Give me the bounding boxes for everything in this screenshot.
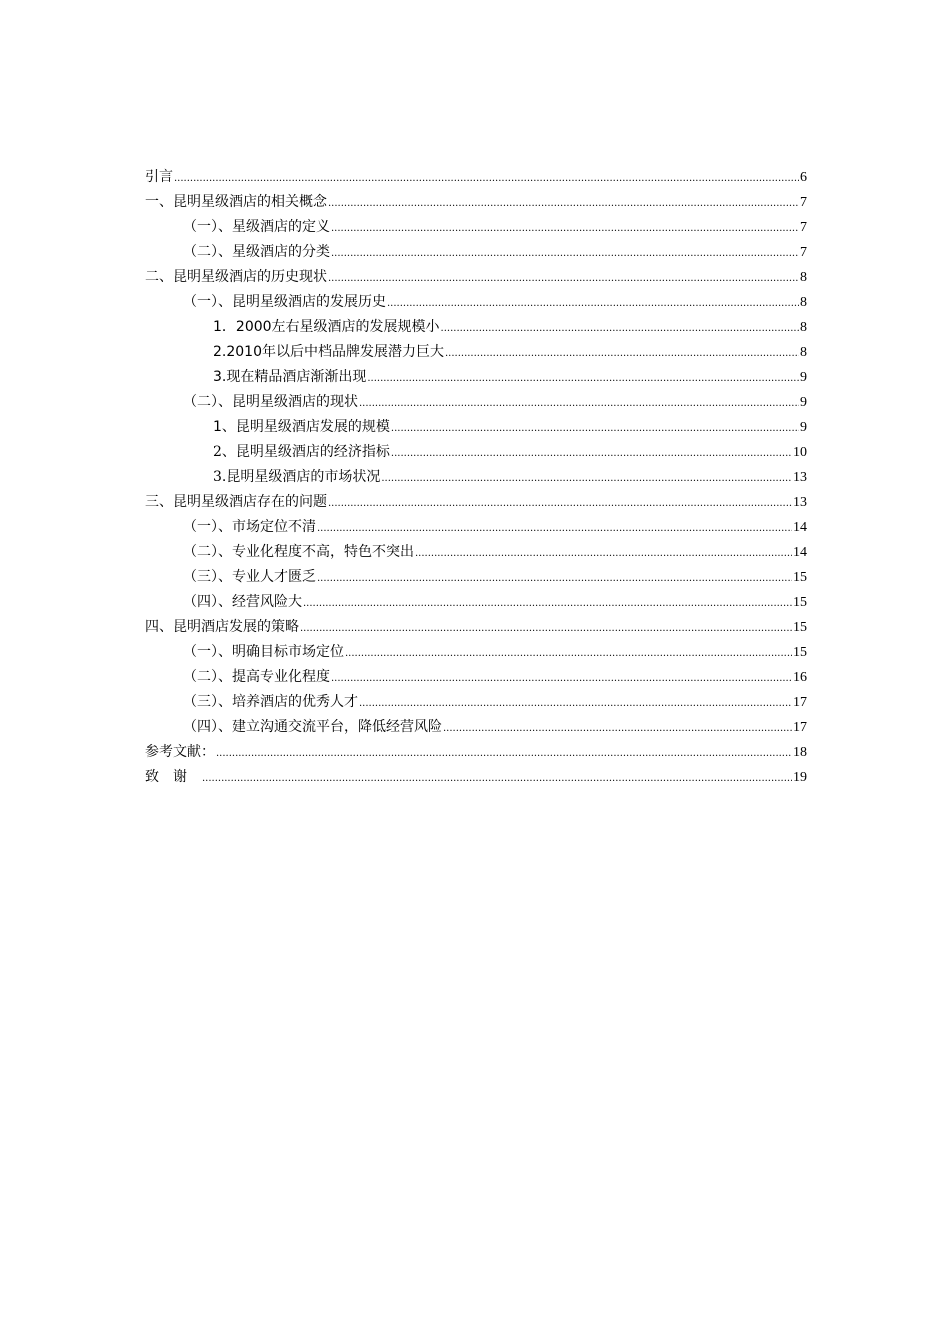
toc-entry-title: （一）、昆明星级酒店的发展历史 (183, 294, 386, 310)
toc-leader-dots (331, 666, 792, 691)
toc-page-number: 6 (800, 170, 807, 185)
toc-entry-title: （一）、明确目标市场定位 (183, 644, 344, 660)
toc-leader-dots (359, 391, 799, 416)
toc-entry-title: 1．2000左右星级酒店的发展规模小 (213, 319, 440, 335)
toc-entry-title: 参考文献： (145, 744, 215, 760)
toc-entry-chapter-4[interactable] (145, 615, 807, 640)
toc-leader-dots (359, 691, 792, 716)
toc-leader-dots (202, 766, 792, 791)
toc-entry-title: （四）、建立沟通交流平台，降低经营风险 (183, 719, 442, 735)
toc-entry-title: 1、昆明星级酒店发展的规模 (213, 419, 390, 435)
toc-page-number: 14 (793, 520, 807, 535)
table-of-contents (145, 165, 807, 790)
toc-entry-title: 三、昆明星级酒店存在的问题 (145, 494, 327, 510)
toc-page-number: 16 (793, 670, 807, 685)
toc-entry-title: （三）、培养酒店的优秀人才 (183, 694, 358, 710)
toc-leader-dots (443, 716, 792, 741)
toc-entry-section-2-2[interactable] (145, 390, 807, 415)
toc-entry-chapter-2[interactable] (145, 265, 807, 290)
toc-page-number: 18 (793, 745, 807, 760)
toc-page-number: 9 (800, 395, 807, 410)
toc-leader-dots (328, 266, 799, 291)
toc-leader-dots (317, 566, 792, 591)
toc-entry-subsection-2-1-1[interactable] (145, 315, 807, 340)
toc-leader-dots (300, 616, 792, 641)
toc-entry-title: 四、昆明酒店发展的策略 (145, 619, 299, 635)
toc-entry-section-3-3[interactable] (145, 565, 807, 590)
toc-entry-references[interactable] (145, 740, 807, 765)
toc-page-number: 15 (793, 570, 807, 585)
toc-entry-chapter-3[interactable] (145, 490, 807, 515)
toc-page-number: 15 (793, 595, 807, 610)
toc-entry-subsection-2-2-3[interactable] (145, 465, 807, 490)
toc-entry-section-1-1[interactable] (145, 215, 807, 240)
toc-page-number: 7 (800, 245, 807, 260)
toc-entry-title: 二、昆明星级酒店的历史现状 (145, 269, 327, 285)
toc-entry-title: 引言 (145, 169, 173, 185)
toc-entry-title: （三）、专业人才匮乏 (183, 569, 316, 585)
toc-entry-section-3-1[interactable] (145, 515, 807, 540)
toc-entry-title: （二）、昆明星级酒店的现状 (183, 394, 358, 410)
toc-entry-section-3-2[interactable] (145, 540, 807, 565)
toc-entry-title: （二）、提高专业化程度 (183, 669, 330, 685)
toc-leader-dots (391, 416, 799, 441)
toc-page-number: 17 (793, 695, 807, 710)
toc-entry-subsection-2-2-2[interactable] (145, 440, 807, 465)
toc-leader-dots (331, 241, 799, 266)
toc-page-number: 9 (800, 370, 807, 385)
toc-page-number: 19 (793, 770, 807, 785)
toc-leader-dots (331, 216, 799, 241)
toc-leader-dots (415, 541, 792, 566)
toc-leader-dots (328, 491, 792, 516)
toc-page-number: 10 (793, 445, 807, 460)
toc-leader-dots (174, 166, 799, 191)
toc-leader-dots (328, 191, 799, 216)
toc-leader-dots (317, 516, 792, 541)
toc-leader-dots (367, 366, 799, 391)
toc-entry-title: （四）、经营风险大 (183, 594, 302, 610)
toc-entry-section-4-4[interactable] (145, 715, 807, 740)
toc-page-number: 8 (800, 270, 807, 285)
toc-page-number: 13 (793, 495, 807, 510)
toc-entry-subsection-2-1-3[interactable] (145, 365, 807, 390)
toc-page-number: 17 (793, 720, 807, 735)
toc-page-number: 8 (800, 320, 807, 335)
toc-entry-title: 3.现在精品酒店渐渐出现 (213, 369, 367, 385)
toc-entry-title: （二）、星级酒店的分类 (183, 244, 330, 260)
toc-entry-acknowledgements[interactable] (145, 765, 807, 790)
toc-page-number: 7 (800, 220, 807, 235)
toc-page-number: 13 (793, 470, 807, 485)
toc-entry-title: （一）、星级酒店的定义 (183, 219, 330, 235)
toc-entry-title: 致谢 (145, 769, 201, 785)
toc-entry-subsection-2-1-2[interactable] (145, 340, 807, 365)
toc-page-number: 9 (800, 420, 807, 435)
toc-leader-dots (216, 741, 792, 766)
toc-leader-dots (445, 341, 799, 366)
toc-entry-title: 一、昆明星级酒店的相关概念 (145, 194, 327, 210)
toc-entry-title: 3.昆明星级酒店的市场状况 (213, 469, 381, 485)
toc-entry-title: 2、昆明星级酒店的经济指标 (213, 444, 390, 460)
toc-page-number: 7 (800, 195, 807, 210)
toc-entry-introduction[interactable] (145, 165, 807, 190)
toc-leader-dots (303, 591, 792, 616)
toc-leader-dots (391, 441, 792, 466)
toc-leader-dots (381, 466, 792, 491)
toc-entry-section-4-3[interactable] (145, 690, 807, 715)
toc-entry-section-4-2[interactable] (145, 665, 807, 690)
toc-entry-title: （二）、专业化程度不高，特色不突出 (183, 544, 414, 560)
toc-entry-chapter-1[interactable] (145, 190, 807, 215)
toc-entry-title: （一）、市场定位不清 (183, 519, 316, 535)
toc-page-number: 14 (793, 545, 807, 560)
toc-entry-section-4-1[interactable] (145, 640, 807, 665)
toc-page-number: 8 (800, 345, 807, 360)
toc-page-number: 8 (800, 295, 807, 310)
toc-leader-dots (441, 316, 799, 341)
toc-entry-subsection-2-2-1[interactable] (145, 415, 807, 440)
toc-page-number: 15 (793, 620, 807, 635)
toc-entry-title: 2.2010年以后中档品牌发展潜力巨大 (213, 344, 444, 360)
toc-entry-section-3-4[interactable] (145, 590, 807, 615)
toc-entry-section-1-2[interactable] (145, 240, 807, 265)
toc-page-number: 15 (793, 645, 807, 660)
toc-entry-section-2-1[interactable] (145, 290, 807, 315)
toc-leader-dots (345, 641, 792, 666)
toc-leader-dots (387, 291, 799, 316)
